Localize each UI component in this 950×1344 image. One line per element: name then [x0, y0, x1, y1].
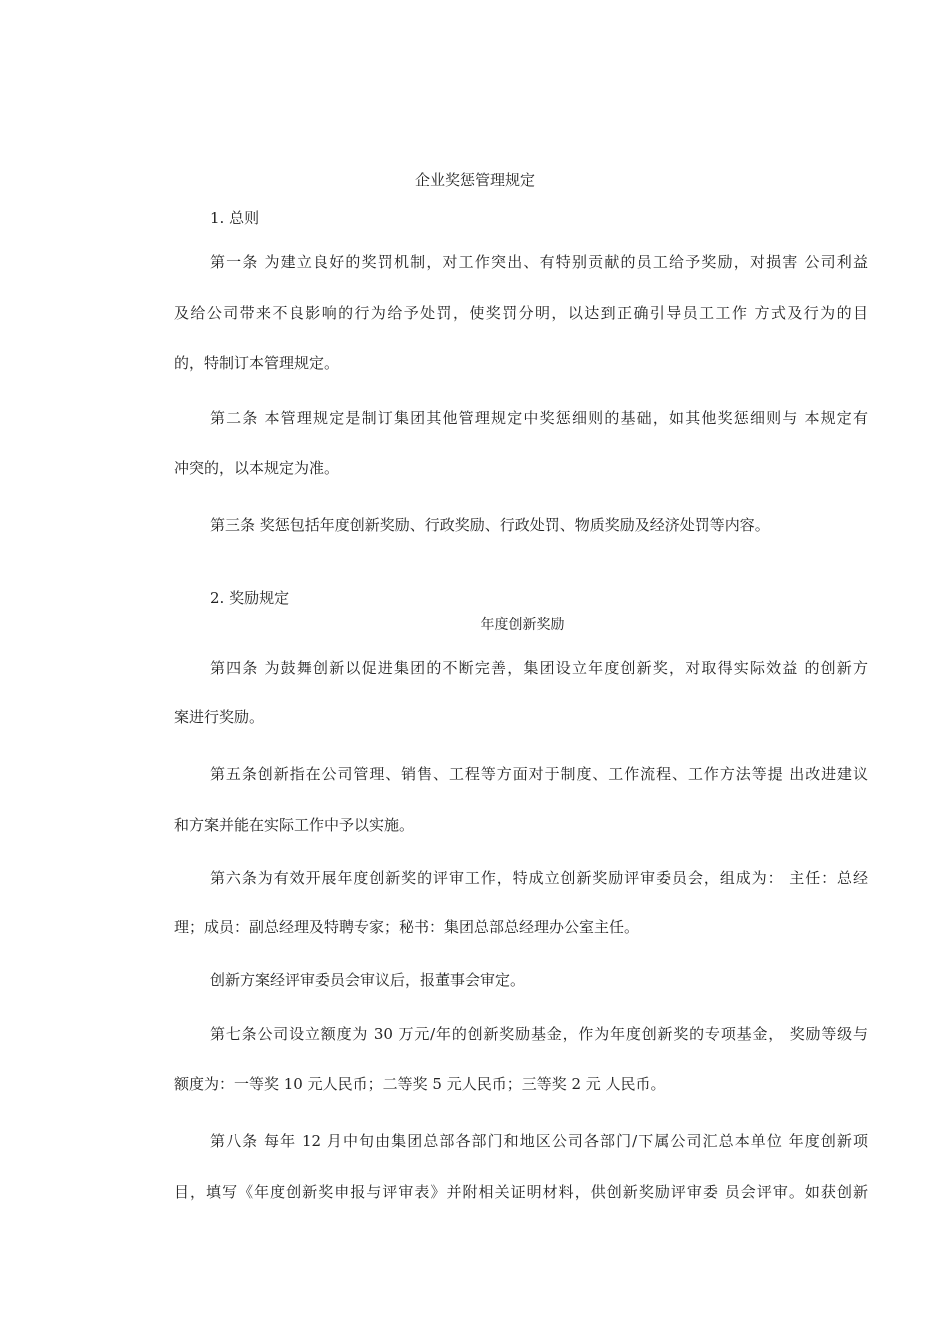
article-1-line-3: 的，特制订本管理规定。 [174, 354, 340, 372]
article-5-line-2: 和方案并能在实际工作中予以实施。 [174, 816, 415, 834]
article-1-line-2: 及给公司带来不良影响的行为给予处罚，使奖罚分明，以达到正确引导员工工作 方式及行为的目 [174, 304, 868, 322]
article-7-line-2: 额度为：一等奖 10 元人民币；二等奖 5 元人民币；三等奖 2 元 人民币。 [174, 1075, 666, 1093]
article-8-line-2: 目，填写《年度创新奖申报与评审表》并附相关证明材料，供创新奖励评审委 员会评审。如获创新 [174, 1183, 868, 1201]
subsection-title: 年度创新奖励 [480, 617, 565, 633]
article-6-line-2: 理；成员：副总经理及特聘专家；秘书：集团总部总经理办公室主任。 [174, 918, 640, 936]
document-title: 企业奖惩管理规定 [414, 171, 535, 189]
section-heading-rewards: 2. 奖励规定 [210, 589, 290, 607]
article-2-line-1: 第二条 本管理规定是制订集团其他管理规定中奖惩细则的基础，如其他奖惩细则与 本规定有 [210, 409, 868, 427]
section-heading-general: 1. 总则 [210, 209, 260, 227]
article-7-line-1: 第七条公司设立额度为 30 万元/年的创新奖励基金，作为年度创新奖的专项基金， 奖励等级与 [210, 1025, 868, 1043]
article-1-line-1: 第一条 为建立良好的奖罚机制，对工作突出、有特别贡献的员工给予奖励，对损害 公司利益 [210, 253, 868, 271]
article-6-line-1: 第六条为有效开展年度创新奖的评审工作，特成立创新奖励评审委员会，组成为： 主任：总经 [210, 869, 868, 887]
article-4-line-2: 案进行奖励。 [174, 708, 265, 726]
article-4-line-1: 第四条 为鼓舞创新以促进集团的不断完善，集团设立年度创新奖，对取得实际效益 的创新方 [210, 659, 868, 677]
article-3-line-1: 第三条 奖惩包括年度创新奖励、行政奖励、行政处罚、物质奖励及经济处罚等内容。 [210, 516, 770, 534]
article-8-line-1: 第八条 每年 12 月中旬由集团总部各部门和地区公司各部门/下属公司汇总本单位 年度创新项 [210, 1132, 868, 1150]
review-paragraph: 创新方案经评审委员会审议后，报董事会审定。 [210, 971, 526, 989]
article-5-line-1: 第五条创新指在公司管理、销售、工程等方面对于制度、工作流程、工作方法等提 出改进建议 [210, 765, 868, 783]
article-2-line-2: 冲突的，以本规定为准。 [174, 459, 340, 477]
